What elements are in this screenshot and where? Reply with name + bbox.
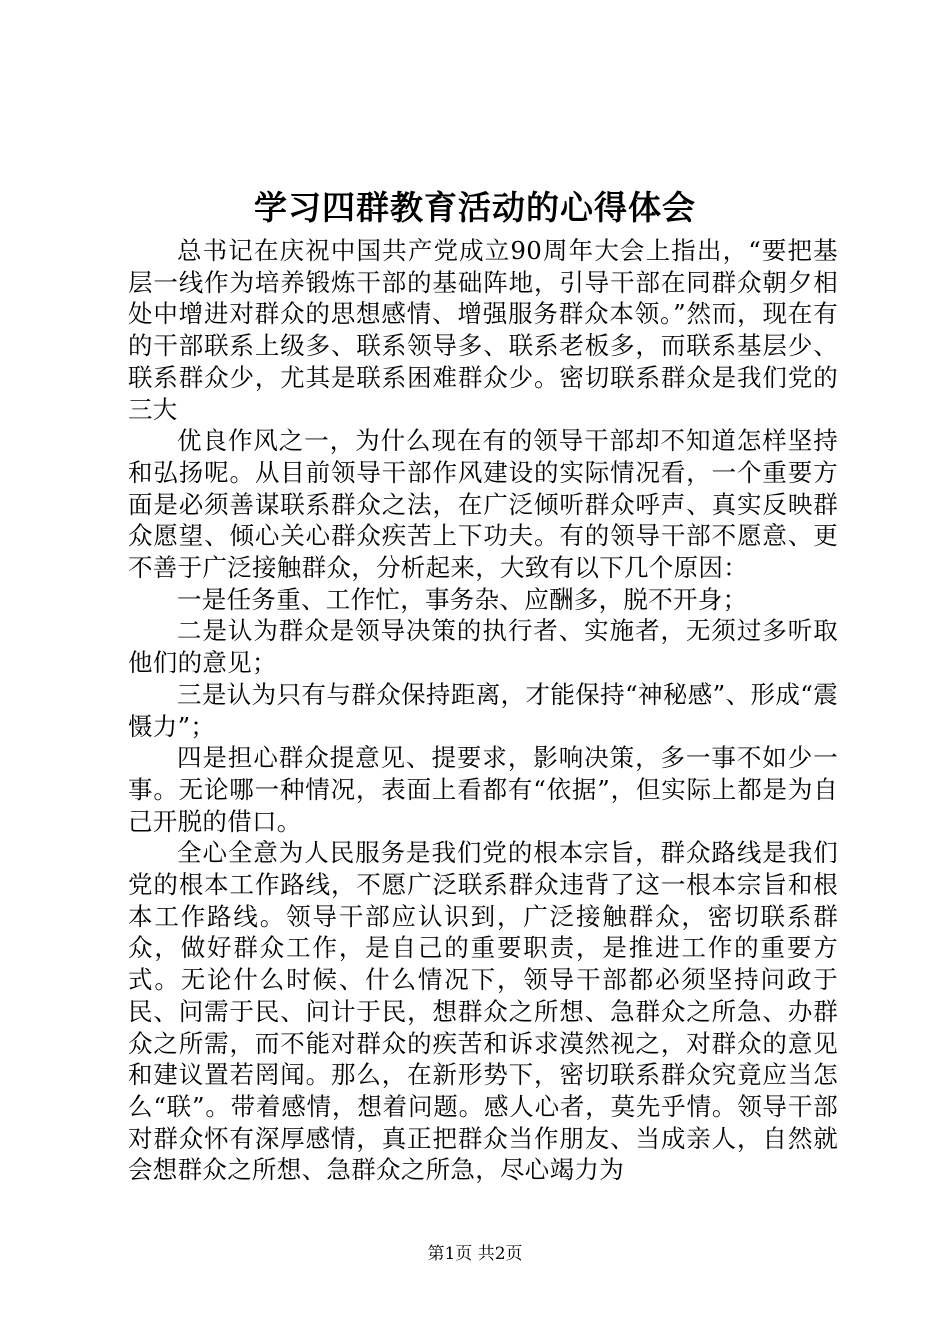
document-body <box>128 235 838 1186</box>
paragraph: 一是任务重、工作忙，事务杂、应酬多，脱不开身； <box>177 584 748 614</box>
paragraph: 四是担心群众提意见、提要求，影响决策，多一事不如少一事。无论哪一种情况，表面上看都有“依据”，但实际上都是为自己开脱的借口。 <box>128 743 838 836</box>
paragraph: 优良作风之一，为什么现在有的领导干部却不知道怎样坚持和弘扬呢。从目前领导干部作风建设的实际情况看，一个重要方面是必须善谋联系群众之法，在广泛倾听群众呼声、真实反映群众愿望、倾心关心群众疾苦上下功夫。有的领导干部不愿意、更不善于广泛接触群众，分析起来，大致有以下几个原因： <box>128 426 838 583</box>
paragraph: 三是认为只有与群众保持距离，才能保持“神秘感”、形成“震慑力”； <box>128 679 838 741</box>
page-number-footer: 第1页 共2页 <box>427 1244 523 1264</box>
paragraph: 总书记在庆祝中国共产党成立90周年大会上指出，“要把基层一线作为培养锻炼干部的基础阵地，引导干部在同群众朝夕相处中增进对群众的思想感情、增强服务群众本领。”然而，现在有的干部联系上级多、联系领导多、联系老板多，而联系基层少、联系群众少，尤其是联系困难群众少。密切联系群众是我们党的三大 <box>128 236 838 424</box>
document-title: 学习四群教育活动的心得体会 <box>254 188 696 227</box>
paragraph: 全心全意为人民服务是我们党的根本宗旨，群众路线是我们党的根本工作路线，不愿广泛联系群众违背了这一根本宗旨和根本工作路线。领导干部应认识到，广泛接触群众，密切联系群众，做好群众工作，是自己的重要职责，是推进工作的重要方式。无论什么时候、什么情况下，领导干部都必须坚持问政于民、问需于民、问计于民，想群众之所想、急群众之所急、办群众之所需，而不能对群众的疾苦和诉求漠然视之，对群众的意见和建议置若罔闻。那么，在新形势下，密切联系群众究竟应当怎么“联”。带着感情，想着问题。感人心者，莫先乎情。领导干部对群众怀有深厚感情，真正把群众当作朋友、当成亲人，自然就会想群众之所想、急群众之所急，尽心竭力为 <box>128 838 838 1185</box>
paragraph: 二是认为群众是领导决策的执行者、实施者，无须过多听取他们的意见； <box>128 616 838 678</box>
